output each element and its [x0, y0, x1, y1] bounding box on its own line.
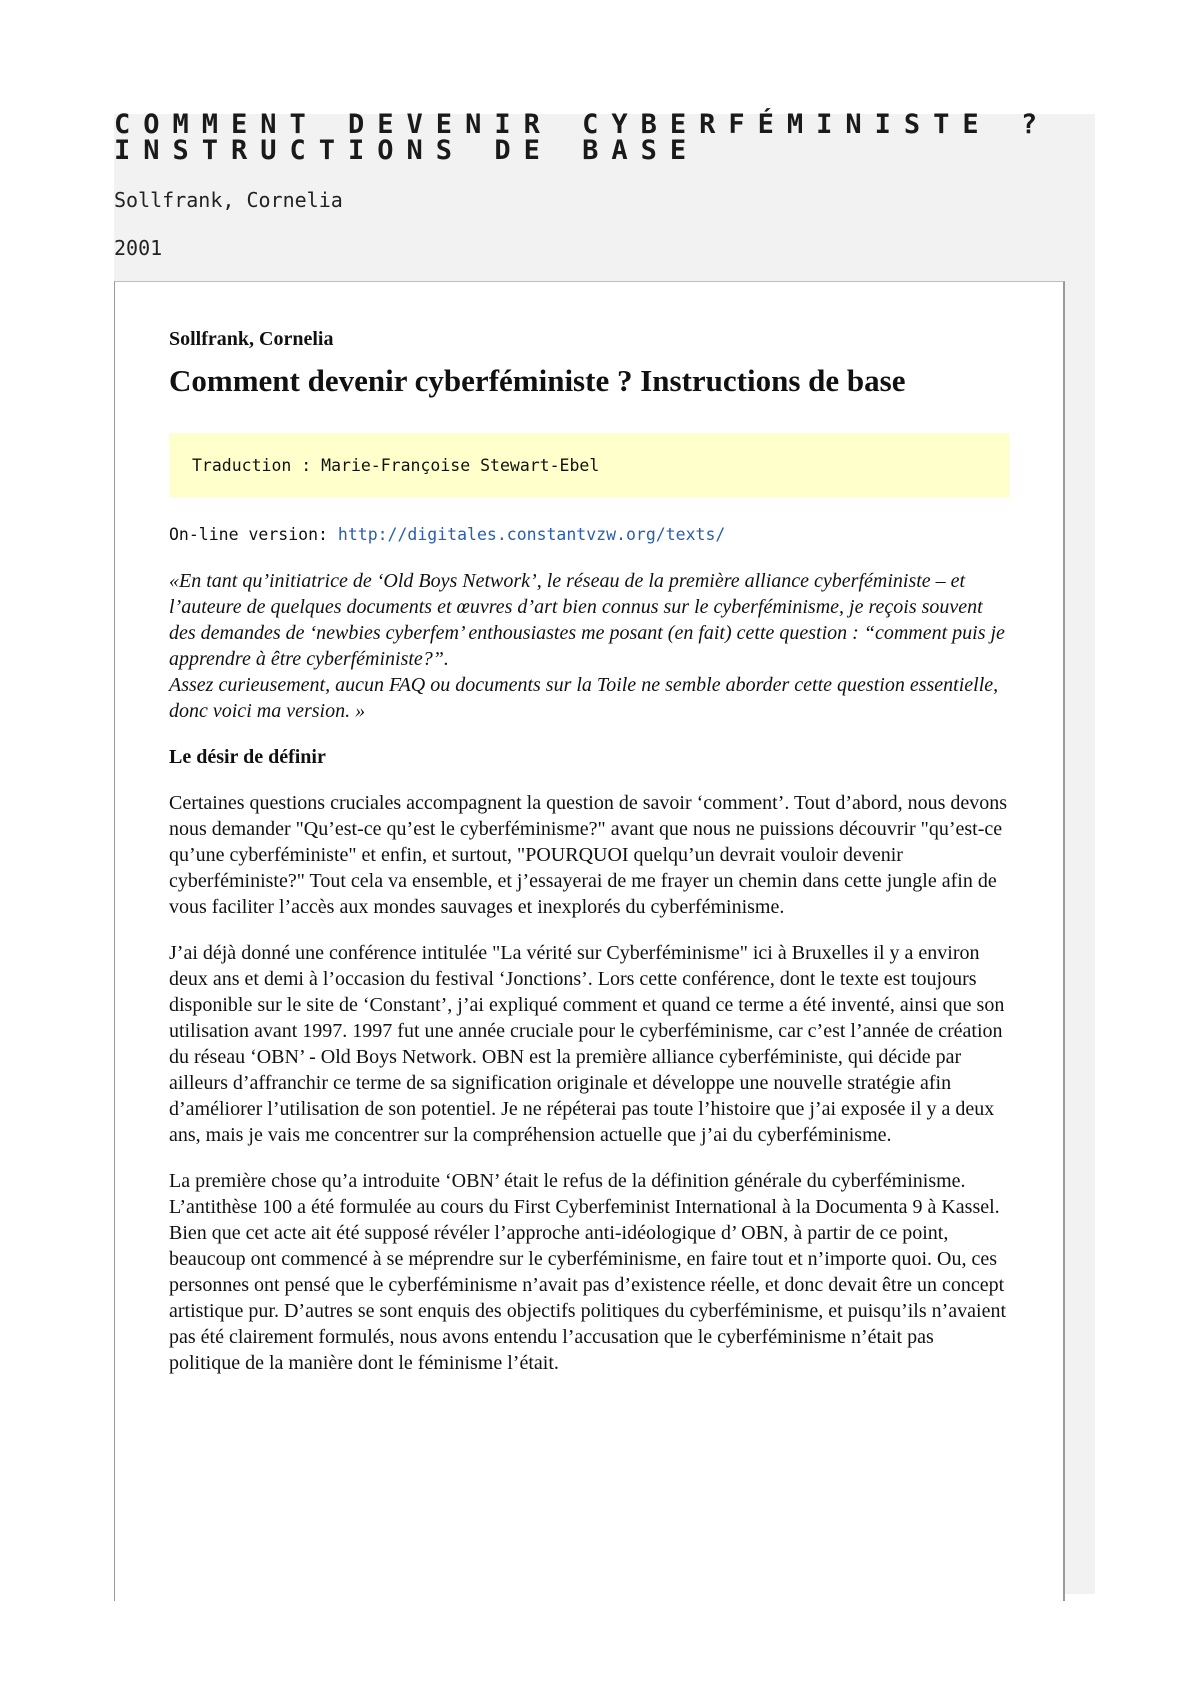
section-title: Le désir de définir [169, 746, 326, 768]
intro-quote [169, 568, 1009, 724]
paragraph-3: La première chose qu’a introduite ‘OBN’ était le refus de la définition générale du cyberféminisme. L’antithèse 100 a été formulée au cours du First Cyberfeminist International à la Documenta 9 à Kassel. Bien que cet acte ait été supposé révéler l’approche anti-idéologique d’ OBN, à partir de ce point, beaucoup ont commencé à se méprendre sur le cyberféminisme, en faire tout et n’importe quoi. Ou, ces personnes ont pensé que le cyberféminisme n’avait pas d’existence réelle, et donc devait être un concept artistique pur. D’autres se sont enquis des objectifs politiques du cyberféminisme, et puisqu’ils n’avaient pas été clairement formulés, nous avons entendu l’accusation que le cyberféminisme n’était pas politique de la manière dont le féminisme l’était. [169, 1170, 1007, 1374]
paragraph-1: Certaines questions cruciales accompagnent la question de savoir ‘comment’. Tout d’abord, nous devons nous demander "Qu’est-ce qu’est le cyberféminisme?" avant que nous ne puissions découvrir "qu’est-ce qu’une cyberféministe" et enfin, et surtout, "POURQUOI quelqu’un devrait vouloir devenir cyberféministe?" Tout cela va ensemble, et j’essayerai de me frayer un chemin dans cette jungle afin de vous faciliter l’accès aux mondes sauvages et inexplorés du cyberféminisme. [169, 792, 1008, 918]
intro-line-2: Assez curieusement, aucun FAQ ou documents sur la Toile ne semble aborder cette question essentielle, donc voici ma version. » [169, 674, 999, 722]
intro-line-1: «En tant qu’initiatrice de ‘Old Boys Network’, le réseau de la première alliance cyberféministe – et l’auteure de quelques documents et œuvres d’art bien connus sur le cyberféminisme, je reçois souvent des demandes de ‘newbies cyberfem’ enthousiastes me posant (en fait) cette question : “comment puis je apprendre à être cyberféministe?”. [169, 570, 1005, 670]
online-version-label: On-line version: [169, 525, 338, 544]
article-frame[interactable] [114, 281, 1065, 1601]
paragraph-2: J’ai déjà donné une conférence intitulée "La vérité sur Cyberféminisme" ici à Bruxelles il y a environ deux ans et demi à l’occasion du festival ‘Jonctions’. Lors cette conférence, dont le texte est toujours disponible sur le site de ‘Constant’, j’ai expliqué comment et quand ce terme a été inventé, ainsi que son utilisation avant 1997. 1997 fut une année cruciale pour le cyberféminisme, car c’est l’année de création du réseau ‘OBN’ - Old Boys Network. OBN est la première alliance cyberféministe, qui décide par ailleurs d’affranchir ce terme de sa signification originale et développe une nouvelle stratégie afin d’améliorer l’utilisation de son potentiel. Je ne répéterai pas toute l’histoire que j’ai exposée il y a deux ans, mais je vais me concentrer sur la compréhension actuelle que j’ai du cyberféminisme. [169, 942, 1005, 1146]
article-title: Comment devenir cyberféministe ? Instructions de base [169, 363, 906, 398]
document-title: COMMENT DEVENIR CYBERFÉMINISTE ? INSTRUCTIONS DE BASE [114, 109, 1051, 166]
document-author: Sollfrank, Cornelia [114, 188, 343, 212]
article-body [169, 327, 1009, 1376]
translation-text: Traduction : Marie-Françoise Stewart-Ebel [192, 455, 600, 475]
online-version-link[interactable]: http://digitales.constantvzw.org/texts/ [337, 525, 726, 544]
online-version [169, 525, 1009, 544]
document-year: 2001 [114, 236, 163, 260]
article-author: Sollfrank, Cornelia [169, 328, 334, 350]
translation-note [169, 433, 1009, 497]
